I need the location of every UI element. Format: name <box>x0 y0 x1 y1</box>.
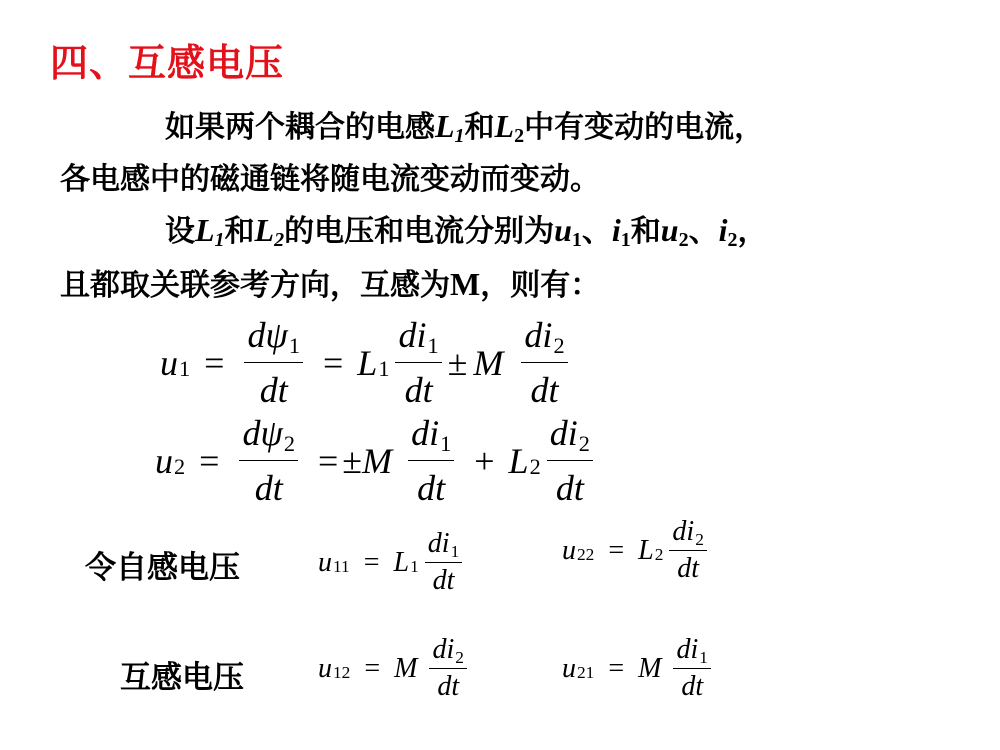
inductor-symbol-L2: $L_2$ <box>254 212 285 251</box>
fraction-di1-dt: $\frac{di1}{dt}$ <box>395 314 441 411</box>
para1-and: 和 <box>464 110 495 145</box>
fraction-di1-dt: $\frac{di1}{dt}$ <box>425 528 462 597</box>
para2-text-b: 的电压和电流分别为 <box>284 214 555 249</box>
inductor-symbol-L1: $L_1$ <box>195 212 225 251</box>
equation-u12: u 12 = M $\frac{di2}{dt}$ <box>318 634 473 703</box>
voltage-symbol-u2: $u_2$ <box>660 212 689 251</box>
para2-sep-b: 、 <box>688 214 719 249</box>
para1-text-b: 中有变动的电流， <box>524 110 765 145</box>
slide-title: 四、互感电压 <box>50 41 285 85</box>
inductor-symbol-L2: $L_2$ <box>494 108 525 147</box>
para2-text-a: 设 <box>165 214 195 249</box>
para2-comma: ， <box>737 214 768 249</box>
mutual-inductance-symbol: M <box>450 266 481 302</box>
fraction-di2-dt: $\frac{di2}{dt}$ <box>521 314 567 411</box>
current-symbol-i2: $i_2$ <box>718 212 738 251</box>
para2-and-a: 和 <box>224 214 255 249</box>
current-symbol-i1: $i_1$ <box>611 212 631 251</box>
paragraph-coupled-inductors <box>60 100 960 206</box>
para2-and-b: 和 <box>630 214 661 249</box>
label-self-inductance-voltage: 令自感电压 <box>85 550 240 586</box>
equation-u22: u 22 = L 2 $\frac{di2}{dt}$ <box>562 516 713 585</box>
fraction-di1-dt: $\frac{di1}{dt}$ <box>408 412 454 509</box>
para1-text-a: 如果两个耦合的电感 <box>165 110 435 145</box>
fraction-di2-dt: $\frac{di2}{dt}$ <box>429 634 466 703</box>
fraction-di2-dt: $\frac{di2}{dt}$ <box>669 516 706 585</box>
fraction-dpsi2-dt: $\frac{d\psi 2}{dt}$ <box>239 412 298 509</box>
para1-line2: 各电感中的磁通链将随电流变动而变动。 <box>60 162 600 197</box>
equation-u21: u 21 = M $\frac{di1}{dt}$ <box>562 634 717 703</box>
paragraph-reference-directions <box>60 204 960 312</box>
para2-line2-a: 且都取关联参考方向，互感为 <box>60 268 450 303</box>
equation-u1: u 1 = $\frac{d\psi 1}{dt}$ = L 1 $\frac{di1}{dt}$ ± M $\frac{di2}{dt}$ <box>160 314 574 411</box>
para2-line2-b: ，则有： <box>480 268 601 303</box>
equation-u2: u 2 = $\frac{d\psi 2}{dt}$ = ± M $\frac{di1}{dt}$ + L 2 $\frac{di2}{dt}$ <box>155 412 599 509</box>
label-mutual-inductance-voltage: 互感电压 <box>120 660 244 696</box>
equation-u11: u 11 = L 1 $\frac{di1}{dt}$ <box>318 528 468 597</box>
fraction-di2-dt: $\frac{di2}{dt}$ <box>547 412 593 509</box>
inductor-symbol-L1: $L_1$ <box>435 108 465 147</box>
voltage-symbol-u1: $u_1$ <box>554 212 582 251</box>
fraction-dpsi1-dt: $\frac{d\psi 1}{dt}$ <box>244 314 303 411</box>
para2-sep-a: 、 <box>581 214 612 249</box>
fraction-di1-dt: $\frac{di1}{dt}$ <box>673 634 710 703</box>
